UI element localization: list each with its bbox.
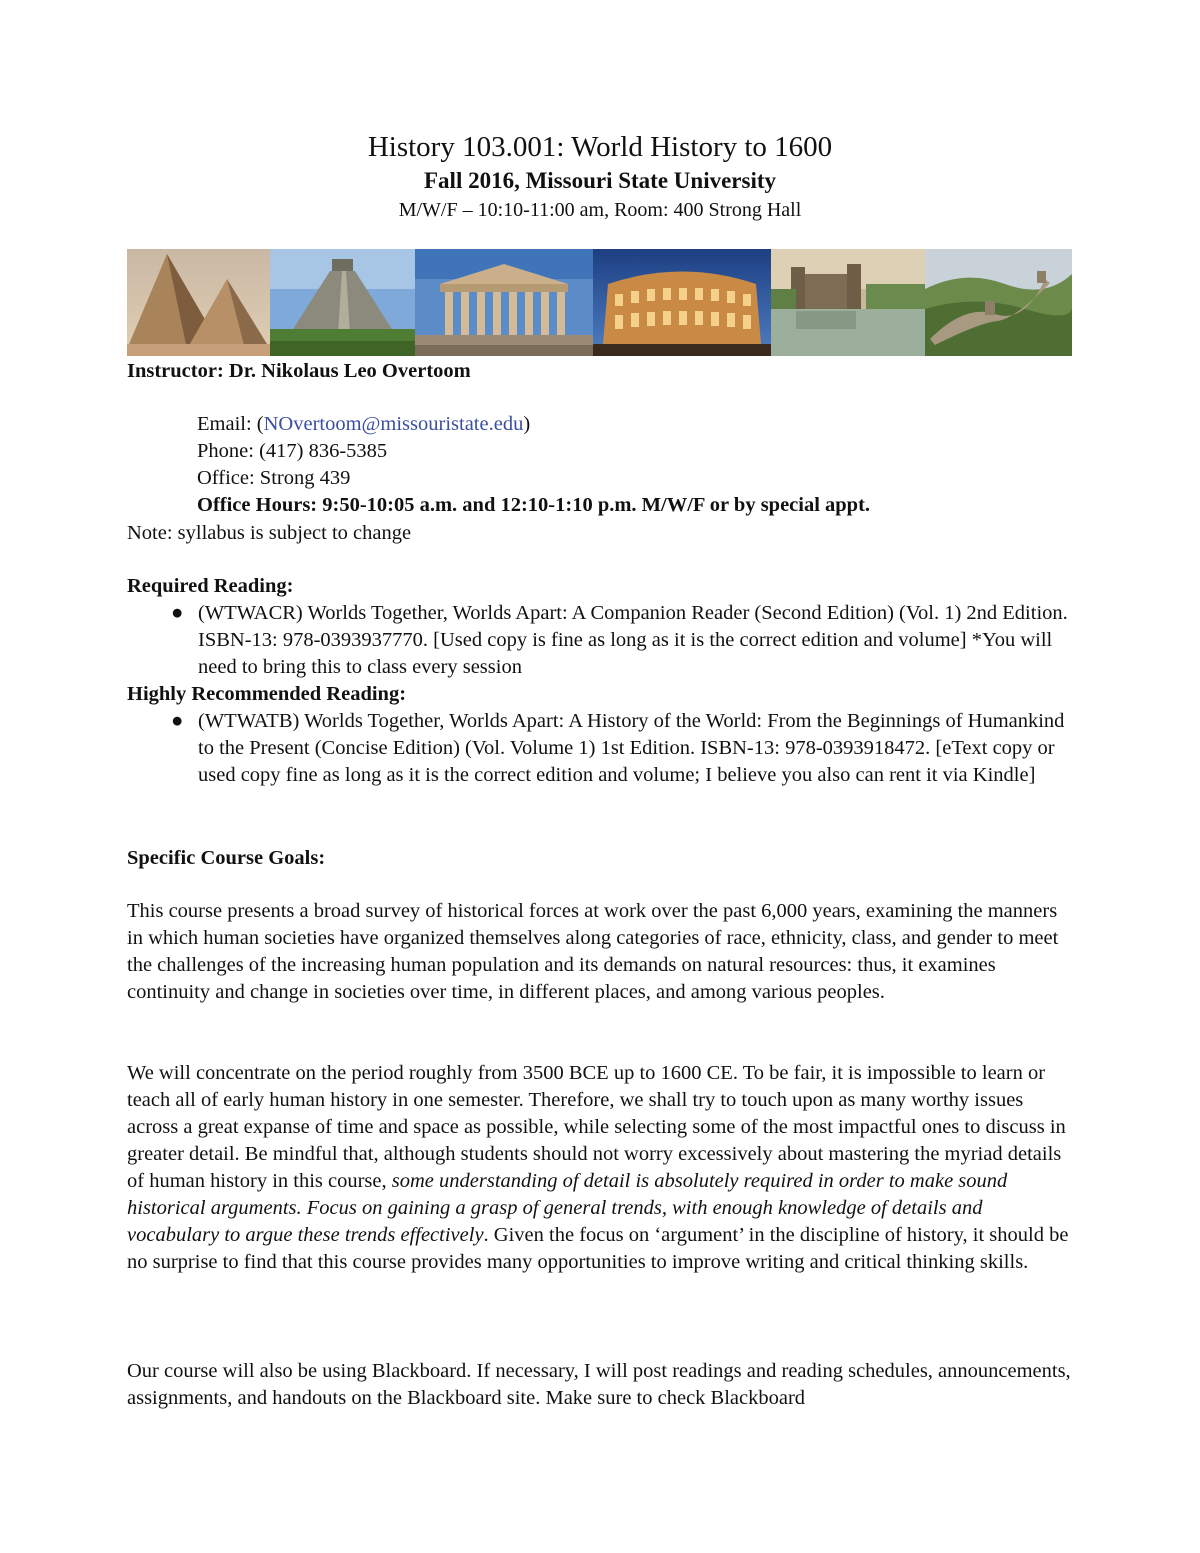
paragraph-text: This course presents a broad survey of historical forces at work over the past 6,000 years, examining the manners in which human societies have organized themselves along categories of race, ethnicity, class, and gender to meet the challenges of the increasing human population and its demands on natural resources: thus, it examines continuity and change in societies over time, in different places, and among various peoples.: [127, 900, 1059, 1003]
great-wall-photo: [925, 249, 1072, 356]
email-close: ): [523, 413, 531, 435]
contact-info: [197, 411, 870, 519]
list-item-text: (WTWACR) Worlds Together, Worlds Apart: A Companion Reader (Second Edition) (Vol. 1) 2nd Edition. ISBN-13: 978-0393937770. [Used copy is fine as long as it is the correct edition and volume] *You will need to bring this to class every session: [198, 602, 1068, 678]
colosseum-photo: [593, 249, 771, 356]
recommended-reading-list: [127, 708, 1073, 789]
syllabus-note: Note: syllabus is subject to change: [127, 522, 412, 544]
course-title: History 103.001: World History to 1600: [367, 131, 833, 163]
pyramids-photo: [127, 249, 270, 356]
course-subtitle: Fall 2016, Missouri State University: [424, 168, 776, 193]
office-line: Office: Strong 439: [197, 467, 351, 489]
paragraph-text: Our course will also be using Blackboard. If necessary, I will post readings and reading schedules, announcements, assignments, and handouts on the Blackboard site. Make sure to check Blackboard: [127, 1360, 1071, 1409]
list-item-text: (WTWATB) Worlds Together, Worlds Apart: A History of the World: From the Beginnings of Humankind to the Present (Concise Edition) (Vol. Volume 1) 1st Edition. ISBN-13: 978-0393918472. [eText copy or used copy fine as long as it is the correct edition and volume; I believe you also can rent it via Kindle]: [198, 710, 1065, 786]
recommended-reading-heading: Highly Recommended Reading:: [127, 683, 407, 705]
castle-photo: [771, 249, 925, 356]
bullet-icon: ●: [171, 710, 184, 732]
email-line: [197, 411, 870, 438]
paragraph-end: . Given the focus on ‘argument’ in the discipline of history, it should be no surprise to find that this course provides many opportunities to improve writing and critical thinking skills.: [127, 1224, 1069, 1273]
chichen-itza-photo: [270, 249, 415, 356]
goals-paragraph-2: [127, 1060, 1073, 1276]
paragraph-start: We will concentrate on the period roughly from 3500 BCE up to 1600 CE. To be fair, it is impossible to learn or teach all of early human history in one semester. Therefore, we shall try to touch upon as many worthy issues across a great expanse of time and space as possible, while selecting some of the most impactful ones to discuss in greater detail. Be mindful that, although students should not worry excessively about mastering the myriad details of human history in this course,: [127, 1062, 1066, 1192]
bullet-icon: ●: [171, 602, 184, 624]
list-item: [127, 708, 1073, 789]
course-schedule: M/W/F – 10:10-11:00 am, Room: 400 Strong Hall: [398, 199, 802, 221]
instructor-name: Instructor: Dr. Nikolaus Leo Overtoom: [127, 360, 471, 382]
email-label: Email: (: [197, 413, 264, 435]
historic-sites-banner: [127, 249, 1072, 356]
list-item: [127, 600, 1073, 681]
parthenon-photo: [415, 249, 593, 356]
course-goals-heading: Specific Course Goals:: [127, 847, 326, 869]
goals-paragraph-1: [127, 898, 1073, 1006]
email-link[interactable]: NOvertoom@missouristate.edu: [263, 413, 524, 435]
required-reading-heading: Required Reading:: [127, 575, 294, 597]
paragraph-emphasis: some understanding of detail is absolutely required in order to make sound historical arguments. Focus on gaining a grasp of general trends, with enough knowledge of details and vocabulary to argue these trends effectively: [127, 1170, 1008, 1246]
paragraph-text: [127, 1060, 1073, 1276]
goals-paragraph-3: [127, 1358, 1073, 1412]
required-reading-list: [127, 600, 1073, 681]
phone-line: Phone: (417) 836-5385: [197, 440, 388, 462]
office-hours-line: Office Hours: 9:50-10:05 a.m. and 12:10-1:10 p.m. M/W/F or by special appt.: [197, 494, 871, 516]
